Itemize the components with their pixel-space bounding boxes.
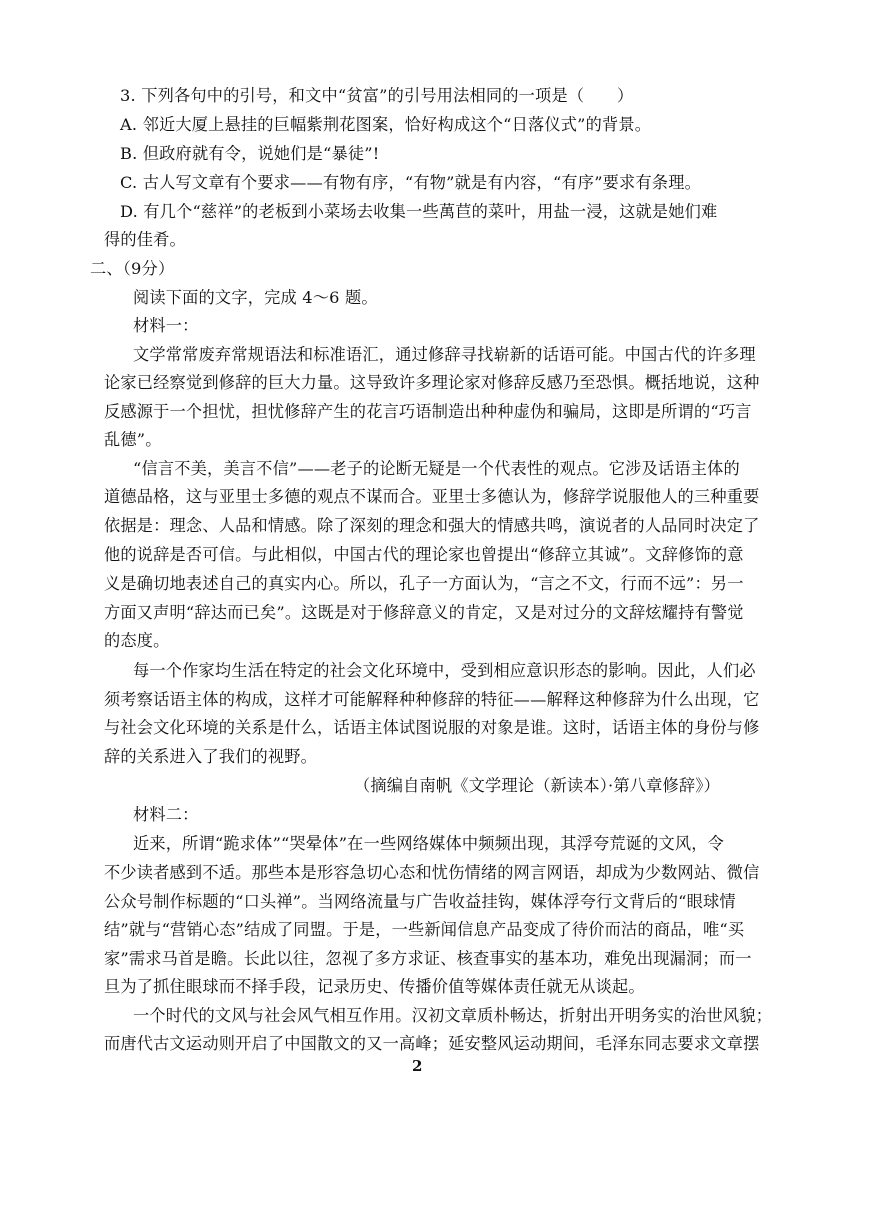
material-1-line: 道德品格，这与亚里士多德的观点不谋而合。亚里士多德认为，修辞学说服他人的三种重要 bbox=[104, 487, 760, 506]
material-1-line: 每一个作家均生活在特定的社会文化环境中，受到相应意识形态的影响。因此，人们必 bbox=[133, 661, 756, 680]
material-1-line: 方面又声明“辞达而已矣”。这既是对于修辞意义的肯定，又是对过分的文辞炫耀持有警觉 bbox=[104, 603, 744, 622]
material-1-source: （摘编自南帆《文学理论（新读本）·第八章修辞》） bbox=[353, 776, 720, 795]
question-3-option-d-continued: 得的佳肴。 bbox=[104, 230, 186, 249]
material-1-line: 的态度。 bbox=[104, 631, 170, 650]
material-1-line: 文学常常废弃常规语法和标准语汇，通过修辞寻找崭新的话语可能。中国古代的许多理 bbox=[133, 345, 756, 364]
question-3-stem: 3. 下列各句中的引号，和文中“贫富”的引号用法相同的一项是（ ） bbox=[120, 86, 634, 105]
material-1-label: 材料一： bbox=[133, 316, 199, 335]
material-1-line: 辞的关系进入了我们的视野。 bbox=[104, 747, 318, 766]
section-2-heading: 二、（9分） bbox=[90, 259, 175, 278]
material-2-label: 材料二： bbox=[133, 805, 199, 824]
section-2-instruction: 阅读下面的文字，完成 4～6 题。 bbox=[133, 288, 378, 307]
question-3-option-c: C. 古人写文章有个要求——有物有序，“有物”就是有内容，“有序”要求有条理。 bbox=[120, 173, 701, 192]
material-2-line: 旦为了抓住眼球而不择手段，记录历史、传播价值等媒体责任就无从谈起。 bbox=[104, 977, 645, 996]
material-2-line: 公众号制作标题的“口头禅”。当网络流量与广告收益挂钩，媒体浮夸行文背后的“眼球情 bbox=[104, 892, 736, 911]
material-1-line: 须考察话语主体的构成，这样才可能解释种种修辞的特征——解释这种修辞为什么出现，它 bbox=[104, 690, 760, 709]
material-1-line: 他的说辞是否可信。与此相似，中国古代的理论家也曾提出“修辞立其诚”。文辞修饰的意 bbox=[104, 545, 744, 564]
material-1-line: 与社会文化环境的关系是什么，话语主体试图说服的对象是谁。这时，话语主体的身份与修 bbox=[104, 718, 760, 737]
material-2-line: 近来，所谓“跪求体”“哭晕体”在一些网络媒体中频频出现，其浮夸荒诞的文风，令 bbox=[133, 834, 725, 853]
material-1-line: 乱德”。 bbox=[104, 430, 162, 449]
material-1-line: 义是确切地表述自己的真实内心。所以，孔子一方面认为，“言之不文，行而不远”：另一 bbox=[104, 574, 744, 593]
material-1-line: 依据是：理念、人品和情感。除了深刻的理念和强大的情感共鸣，演说者的人品同时决定了 bbox=[104, 516, 760, 535]
material-2-line: 一个时代的文风与社会风气相互作用。汉初文章质朴畅达，折射出开明务实的治世风貌； bbox=[133, 1006, 773, 1025]
material-1-line: “信言不美，美言不信”——老子的论断无疑是一个代表性的观点。它涉及话语主体的 bbox=[133, 459, 740, 478]
question-3-option-a: A. 邻近大厦上悬挂的巨幅紫荆花图案，恰好构成这个“日落仪式”的背景。 bbox=[120, 115, 652, 134]
material-2-line: 结”就与“营销心态”结成了同盟。于是，一些新闻信息产品变成了待价而沽的商品，唯“买 bbox=[104, 920, 745, 939]
material-2-line: 不少读者感到不适。那些本是形容急切心态和忧伤情绪的网言网语，却成为少数网站、微信 bbox=[104, 863, 760, 882]
question-3-option-b: B. 但政府就有令，说她们是“暴徒”! bbox=[120, 144, 380, 163]
page-number: 2 bbox=[412, 1057, 423, 1075]
question-3-option-d: D. 有几个“慈祥”的老板到小菜场去收集一些萬苣的菜叶，用盐一浸，这就是她们难 bbox=[120, 202, 718, 221]
material-2-line: 而唐代古文运动则开启了中国散文的又一高峰；延安整风运动期间，毛泽东同志要求文章摆 bbox=[104, 1034, 760, 1053]
material-1-line: 论家已经察觉到修辞的巨大力量。这导致许多理论家对修辞反感乃至恐惧。概括地说，这种 bbox=[104, 373, 760, 392]
material-2-line: 家”需求马首是瞻。长此以往，忽视了多方求证、核查事实的基本功，难免出现漏洞；而一 bbox=[104, 949, 752, 968]
material-1-line: 反感源于一个担忧，担忧修辞产生的花言巧语制造出种种虚伪和骗局，这即是所谓的“巧言 bbox=[104, 402, 752, 421]
